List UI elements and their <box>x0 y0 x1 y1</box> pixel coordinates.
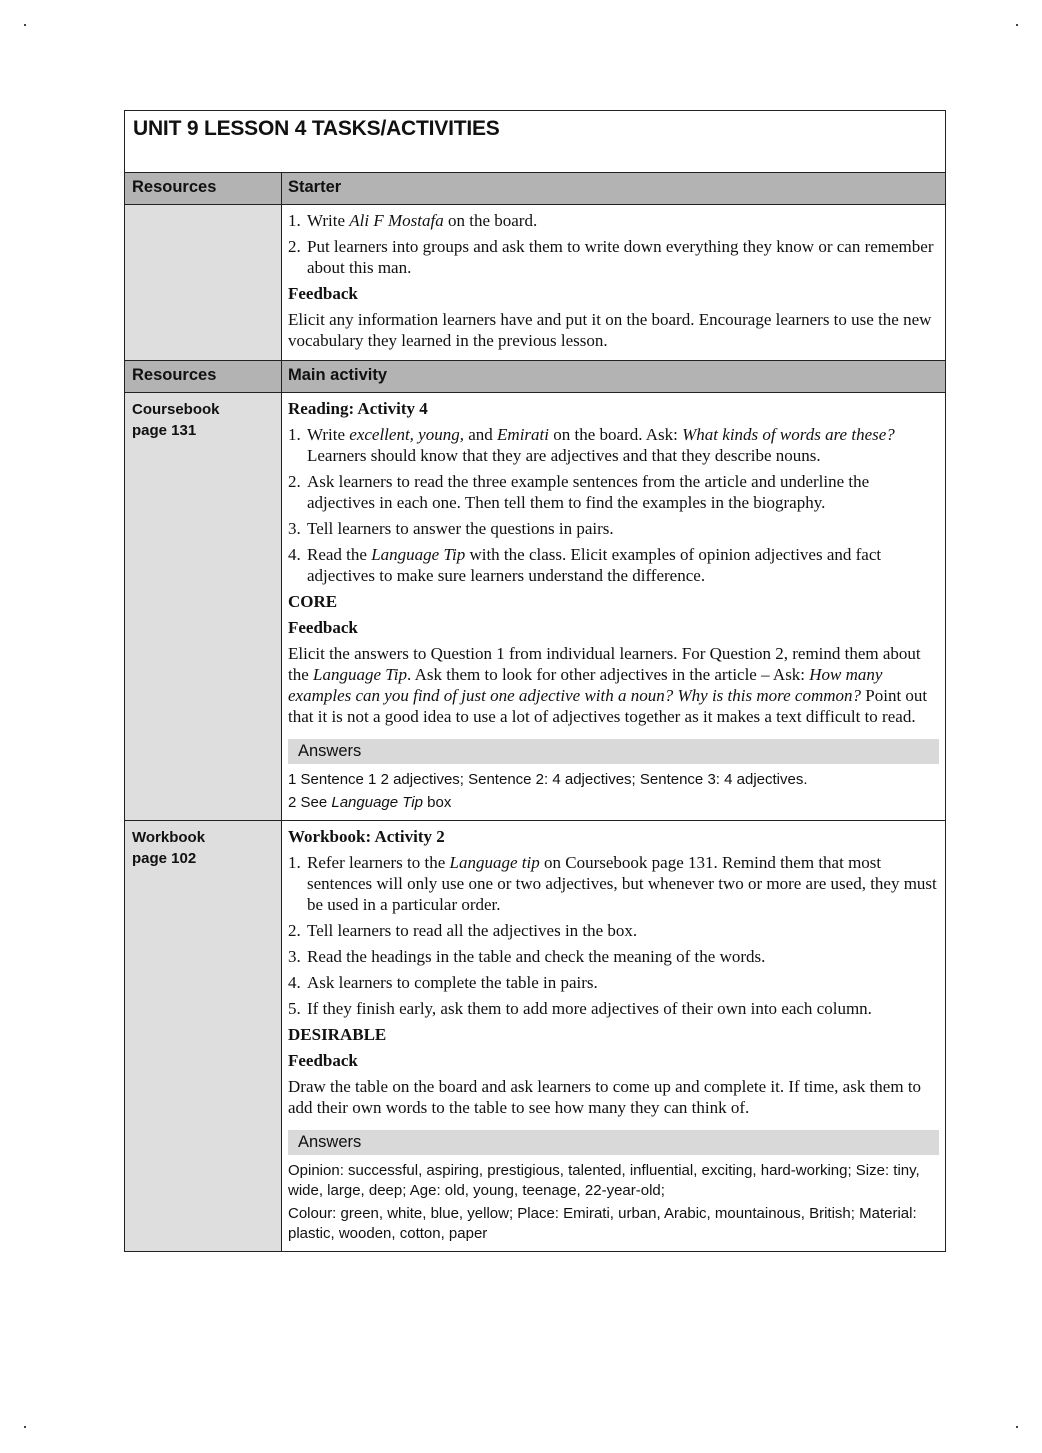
step-text: Write <box>307 425 350 444</box>
coursebook-content <box>282 393 945 820</box>
workbook-step-4 <box>288 972 939 993</box>
resource-name: Coursebook <box>132 401 220 418</box>
resource-name: Workbook <box>132 829 206 846</box>
step-text-italic: Ali F Mostafa <box>349 211 444 230</box>
step-text-italic: Language tip <box>449 853 540 872</box>
resource-page: page 102 <box>132 850 197 867</box>
crop-mark-top-left <box>24 24 26 26</box>
main-header-row <box>125 361 945 393</box>
resources-header: Resources <box>125 361 282 392</box>
workbook-content <box>282 821 945 1251</box>
starter-content <box>282 205 945 360</box>
step-text: Refer learners to the <box>307 853 450 872</box>
starter-step-1 <box>288 210 939 231</box>
starter-feedback: Elicit any information learners have and put it on the board. Encourage learners to use the new vocabulary they learned in the previous lesson. <box>288 310 932 350</box>
starter-header-row <box>125 173 945 205</box>
crop-mark-bottom-left <box>24 1426 26 1428</box>
workbook-step-2 <box>288 920 939 941</box>
step-number: 2. <box>288 921 301 940</box>
feedback-text-italic: How many examples can you find of just one adjective with a noun? Why is this more common? <box>288 665 883 705</box>
step-text-italic: excellent, young, <box>349 425 464 444</box>
step-number: 4. <box>288 973 301 992</box>
starter-row <box>125 205 945 361</box>
answers-header: Answers <box>288 739 939 764</box>
step-text-italic: Emirati <box>497 425 549 444</box>
step-text: on the board. Ask: <box>548 425 683 444</box>
coursebook-step-4 <box>288 544 939 586</box>
step-text-italic: What kinds of words are these? <box>682 425 895 444</box>
step-number: 3. <box>288 519 301 538</box>
answers-header: Answers <box>288 1130 939 1155</box>
feedback-text: Point out that it is not a good idea to use a lot of adjectives together as it makes a text difficult to read. <box>288 686 928 726</box>
step-text: Read the <box>307 545 372 564</box>
step-number: 1. <box>288 425 301 444</box>
feedback-text: . Ask them to look for other adjectives in the article – Ask: <box>407 665 810 684</box>
lesson-plan-table <box>124 110 946 1252</box>
activity-heading: Workbook: Activity 2 <box>288 827 445 846</box>
resource-page: page 131 <box>132 422 197 439</box>
workbook-step-1 <box>288 852 939 915</box>
step-text: Ask learners to read the three example sentences from the article and underline the adjectives in each one. Then tell them to find the examples in the biography. <box>307 472 870 512</box>
level-label: CORE <box>288 592 338 611</box>
workbook-resources-cell <box>125 821 282 1251</box>
main-activity-header: Main activity <box>288 366 388 384</box>
coursebook-step-3 <box>288 518 939 539</box>
workbook-step-3 <box>288 946 939 967</box>
workbook-row <box>125 821 945 1251</box>
coursebook-step-1 <box>288 424 939 466</box>
level-label: DESIRABLE <box>288 1025 387 1044</box>
step-text: Put learners into groups and ask them to write down everything they know or can remember about this man. <box>307 237 934 277</box>
step-text: on Coursebook page 131. Remind them that most sentences will only use one or two adjectives, but whenever two or more are used, they must be used in a particular order. <box>307 853 937 914</box>
step-text: Write <box>307 211 350 230</box>
activity-heading: Reading: Activity 4 <box>288 399 428 418</box>
feedback-label: Feedback <box>288 618 358 637</box>
starter-step-2 <box>288 236 939 278</box>
feedback-text: Elicit the answers to Question 1 from individual learners. For Question 2, remind them about the <box>288 644 921 684</box>
step-text-italic: Language Tip <box>371 545 466 564</box>
step-number: 2. <box>288 237 301 256</box>
feedback-text-italic: Language Tip <box>313 665 408 684</box>
coursebook-row <box>125 393 945 821</box>
step-text: Ask learners to complete the table in pairs. <box>307 973 598 992</box>
step-number: 2. <box>288 472 301 491</box>
crop-mark-top-right <box>1016 24 1018 26</box>
answer-text: box <box>423 794 452 811</box>
step-text: Tell learners to answer the questions in pairs. <box>307 519 614 538</box>
step-text: Read the headings in the table and check the meaning of the words. <box>307 947 766 966</box>
coursebook-resources-cell <box>125 393 282 820</box>
step-text: and <box>463 425 498 444</box>
resources-header: Resources <box>125 173 282 204</box>
answer-line <box>288 793 939 813</box>
step-number: 3. <box>288 947 301 966</box>
feedback-label: Feedback <box>288 1051 358 1070</box>
feedback-label: Feedback <box>288 284 358 303</box>
answer-line: Colour: green, white, blue, yellow; Place: Emirati, urban, Arabic, mountainous, British; Material: plastic, wooden, cotton, paper <box>288 1205 917 1242</box>
page-title: UNIT 9 LESSON 4 TASKS/ACTIVITIES <box>133 117 500 140</box>
coursebook-step-2 <box>288 471 939 513</box>
step-text: Tell learners to read all the adjectives in the box. <box>307 921 638 940</box>
crop-mark-bottom-right <box>1016 1426 1018 1428</box>
workbook-step-5 <box>288 998 939 1019</box>
step-text: on the board. <box>443 211 538 230</box>
workbook-feedback: Draw the table on the board and ask learners to come up and complete it. If time, ask them to add their own words to the table to see how many they can think of. <box>288 1077 922 1117</box>
answer-line: Opinion: successful, aspiring, prestigious, talented, influential, exciting, hard-working; Size: tiny, wide, large, deep; Age: old, young, teenage, 22-year-old; <box>288 1162 920 1199</box>
starter-header: Starter <box>288 178 342 196</box>
answer-line: 1 Sentence 1 2 adjectives; Sentence 2: 4 adjectives; Sentence 3: 4 adjectives. <box>288 771 808 788</box>
step-number: 1. <box>288 211 301 230</box>
title-row <box>125 111 945 173</box>
answer-text: 2 See <box>288 794 332 811</box>
step-text: Learners should know that they are adjectives and that they describe nouns. <box>307 446 821 465</box>
coursebook-feedback <box>288 643 939 727</box>
step-text: If they finish early, ask them to add more adjectives of their own into each column. <box>307 999 872 1018</box>
starter-resources-cell <box>125 205 282 360</box>
answer-text-italic: Language Tip <box>331 794 423 811</box>
step-number: 1. <box>288 853 301 872</box>
step-text: with the class. Elicit examples of opinion adjectives and fact adjectives to make sure learners understand the difference. <box>307 545 882 585</box>
step-number: 5. <box>288 999 301 1018</box>
step-number: 4. <box>288 545 301 564</box>
